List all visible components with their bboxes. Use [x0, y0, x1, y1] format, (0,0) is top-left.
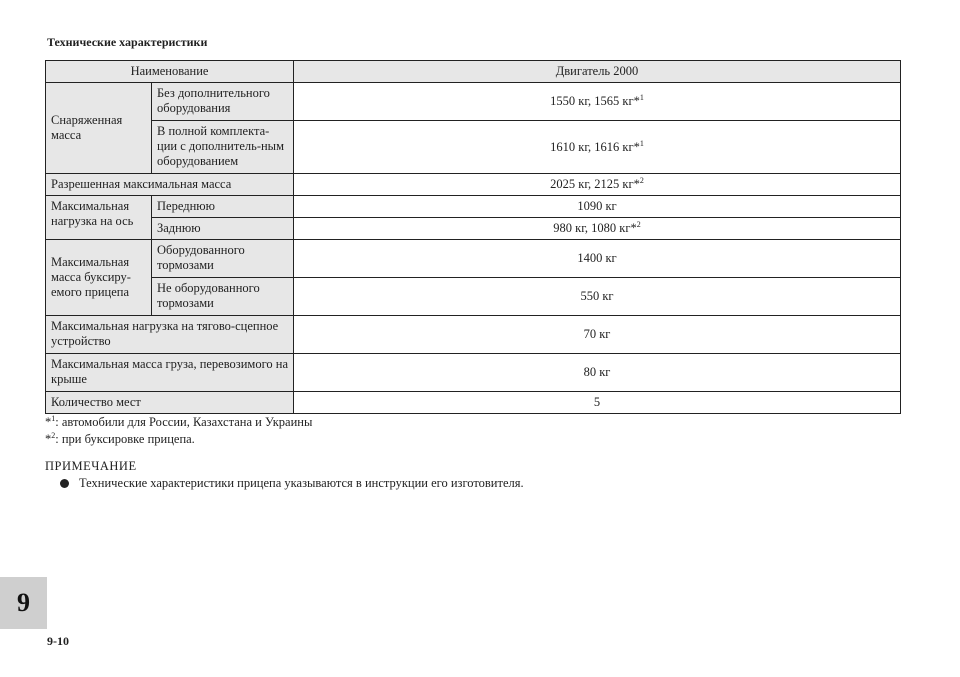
table-row: [46, 218, 901, 240]
axle-load-value-2: 980 кг, 1080 кг*$^2$: [294, 218, 901, 240]
axle-load-sub-2: Заднюю: [152, 218, 294, 240]
towbar-load-label: Максимальная нагрузка на тягово-сцепное устройство: [46, 316, 294, 354]
curb-mass-sub-2: В полной комплекта-ции с дополнитель-ным оборудованием: [152, 121, 294, 174]
roof-load-label: Максимальная масса груза, перевозимого на крыше: [46, 354, 294, 392]
curb-mass-value-2: 1610 кг, 1616 кг*$^1$: [294, 121, 901, 174]
table-row: [46, 240, 901, 278]
trailer-mass-value-2: 550 кг: [294, 278, 901, 316]
axle-load-value-1: 1090 кг: [294, 196, 901, 218]
gross-mass-value: 2025 кг, 2125 кг*$^2$: [294, 174, 901, 196]
remark-heading: ПРИМЕЧАНИЕ: [45, 459, 137, 473]
table-row: [46, 83, 901, 121]
trailer-mass-value-1: 1400 кг: [294, 240, 901, 278]
curb-mass-sub-1: Без дополнительного оборудования: [152, 83, 294, 121]
bullet-icon: [60, 479, 69, 488]
curb-mass-label: Снаряженная масса: [46, 83, 152, 174]
remark-text: Технические характеристики прицепа указываются в инструкции его изготовителя.: [79, 476, 524, 490]
header-name: Наименование: [46, 61, 294, 83]
table-row: [46, 278, 901, 316]
footnote-2: *$^2$: при буксировке прицепа.: [45, 430, 195, 446]
table-row: [46, 121, 901, 174]
seats-label: Количество мест: [46, 392, 294, 414]
footnotes: [45, 414, 312, 448]
table-row: [46, 196, 901, 218]
header-engine: Двигатель 2000: [294, 61, 901, 83]
trailer-mass-sub-2: Не оборудованного тормозами: [152, 278, 294, 316]
spec-table: [45, 60, 901, 414]
chapter-tab: 9: [0, 577, 47, 629]
footnote-1: *$^1$: автомобили для России, Казахстана и Украины: [45, 413, 313, 429]
table-row: [46, 316, 901, 354]
table-row: [46, 174, 901, 196]
towbar-load-value: 70 кг: [294, 316, 901, 354]
table-row: [46, 392, 901, 414]
table-header-row: [46, 61, 901, 83]
seats-value: 5: [294, 392, 901, 414]
axle-load-label: Максимальная нагрузка на ось: [46, 196, 152, 240]
gross-mass-label: Разрешенная максимальная масса: [46, 174, 294, 196]
table-row: [46, 354, 901, 392]
page-number: 9-10: [47, 634, 69, 648]
trailer-mass-label: Максимальная масса буксиру-емого прицепа: [46, 240, 152, 316]
roof-load-value: 80 кг: [294, 354, 901, 392]
remark-item: [60, 476, 524, 491]
section-title: Технические характеристики: [47, 35, 208, 49]
trailer-mass-sub-1: Оборудованного тормозами: [152, 240, 294, 278]
axle-load-sub-1: Переднюю: [152, 196, 294, 218]
curb-mass-value-1: 1550 кг, 1565 кг*$^1$: [294, 83, 901, 121]
